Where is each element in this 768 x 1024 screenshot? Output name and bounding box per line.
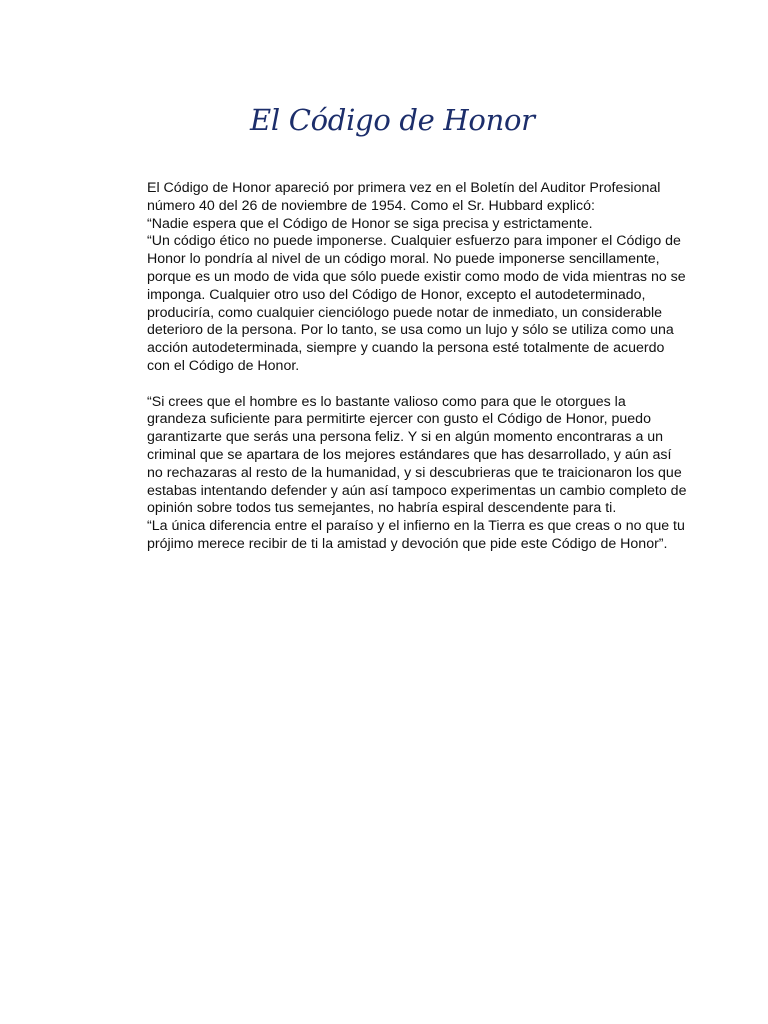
page-title: El Código de Honor xyxy=(250,103,535,137)
paragraph-quote-4: “La única diferencia entre el paraíso y el infierno en la Tierra es que creas o no que tu prójimo merece recibir de ti la amistad y devoción que pide este Código de Honor”. xyxy=(147,518,685,552)
paragraph-quote-3: “Si crees que el hombre es lo bastante valioso como para que le otorgues la grandeza suficiente para permitirte ejercer con gusto el Código de Honor, puedo garantizarte que serás una persona feliz. Y si en algún momento encontraras a un criminal que se apartara de los mejores estándares que has desarrollado, y aún así no rechazaras al resto de la humanidad, y si descubrieras que te traicionaron los que estabas intentando defender y aún así tampoco experimentas un cambio completo de opinión sobre todos tus semejantes, no habría espiral descendente para ti. xyxy=(147,393,687,517)
document-body xyxy=(147,180,687,554)
paragraph-quote-1: “Nadie espera que el Código de Honor se siga precisa y estrictamente. xyxy=(147,215,593,232)
paragraph-quote-2: “Un código ético no puede imponerse. Cualquier esfuerzo para imponer el Código de Honor lo pondría al nivel de un código moral. No puede imponerse sencillamente, porque es un modo de vida que sólo puede existir como modo de vida mientras no se imponga. Cualquier otro uso del Código de Honor, excepto el autodeterminado, produciría, como cualquier cienciólogo puede notar de inmediato, un considerable deterioro de la persona. Por lo tanto, se usa como un lujo y sólo se utiliza como una acción autodeterminada, siempre y cuando la persona esté totalmente de acuerdo con el Código de Honor. xyxy=(147,233,686,374)
paragraph-intro: El Código de Honor apareció por primera vez en el Boletín del Auditor Profesional número 40 del 26 de noviembre de 1954. Como el Sr. Hubbard explicó: xyxy=(147,180,661,214)
